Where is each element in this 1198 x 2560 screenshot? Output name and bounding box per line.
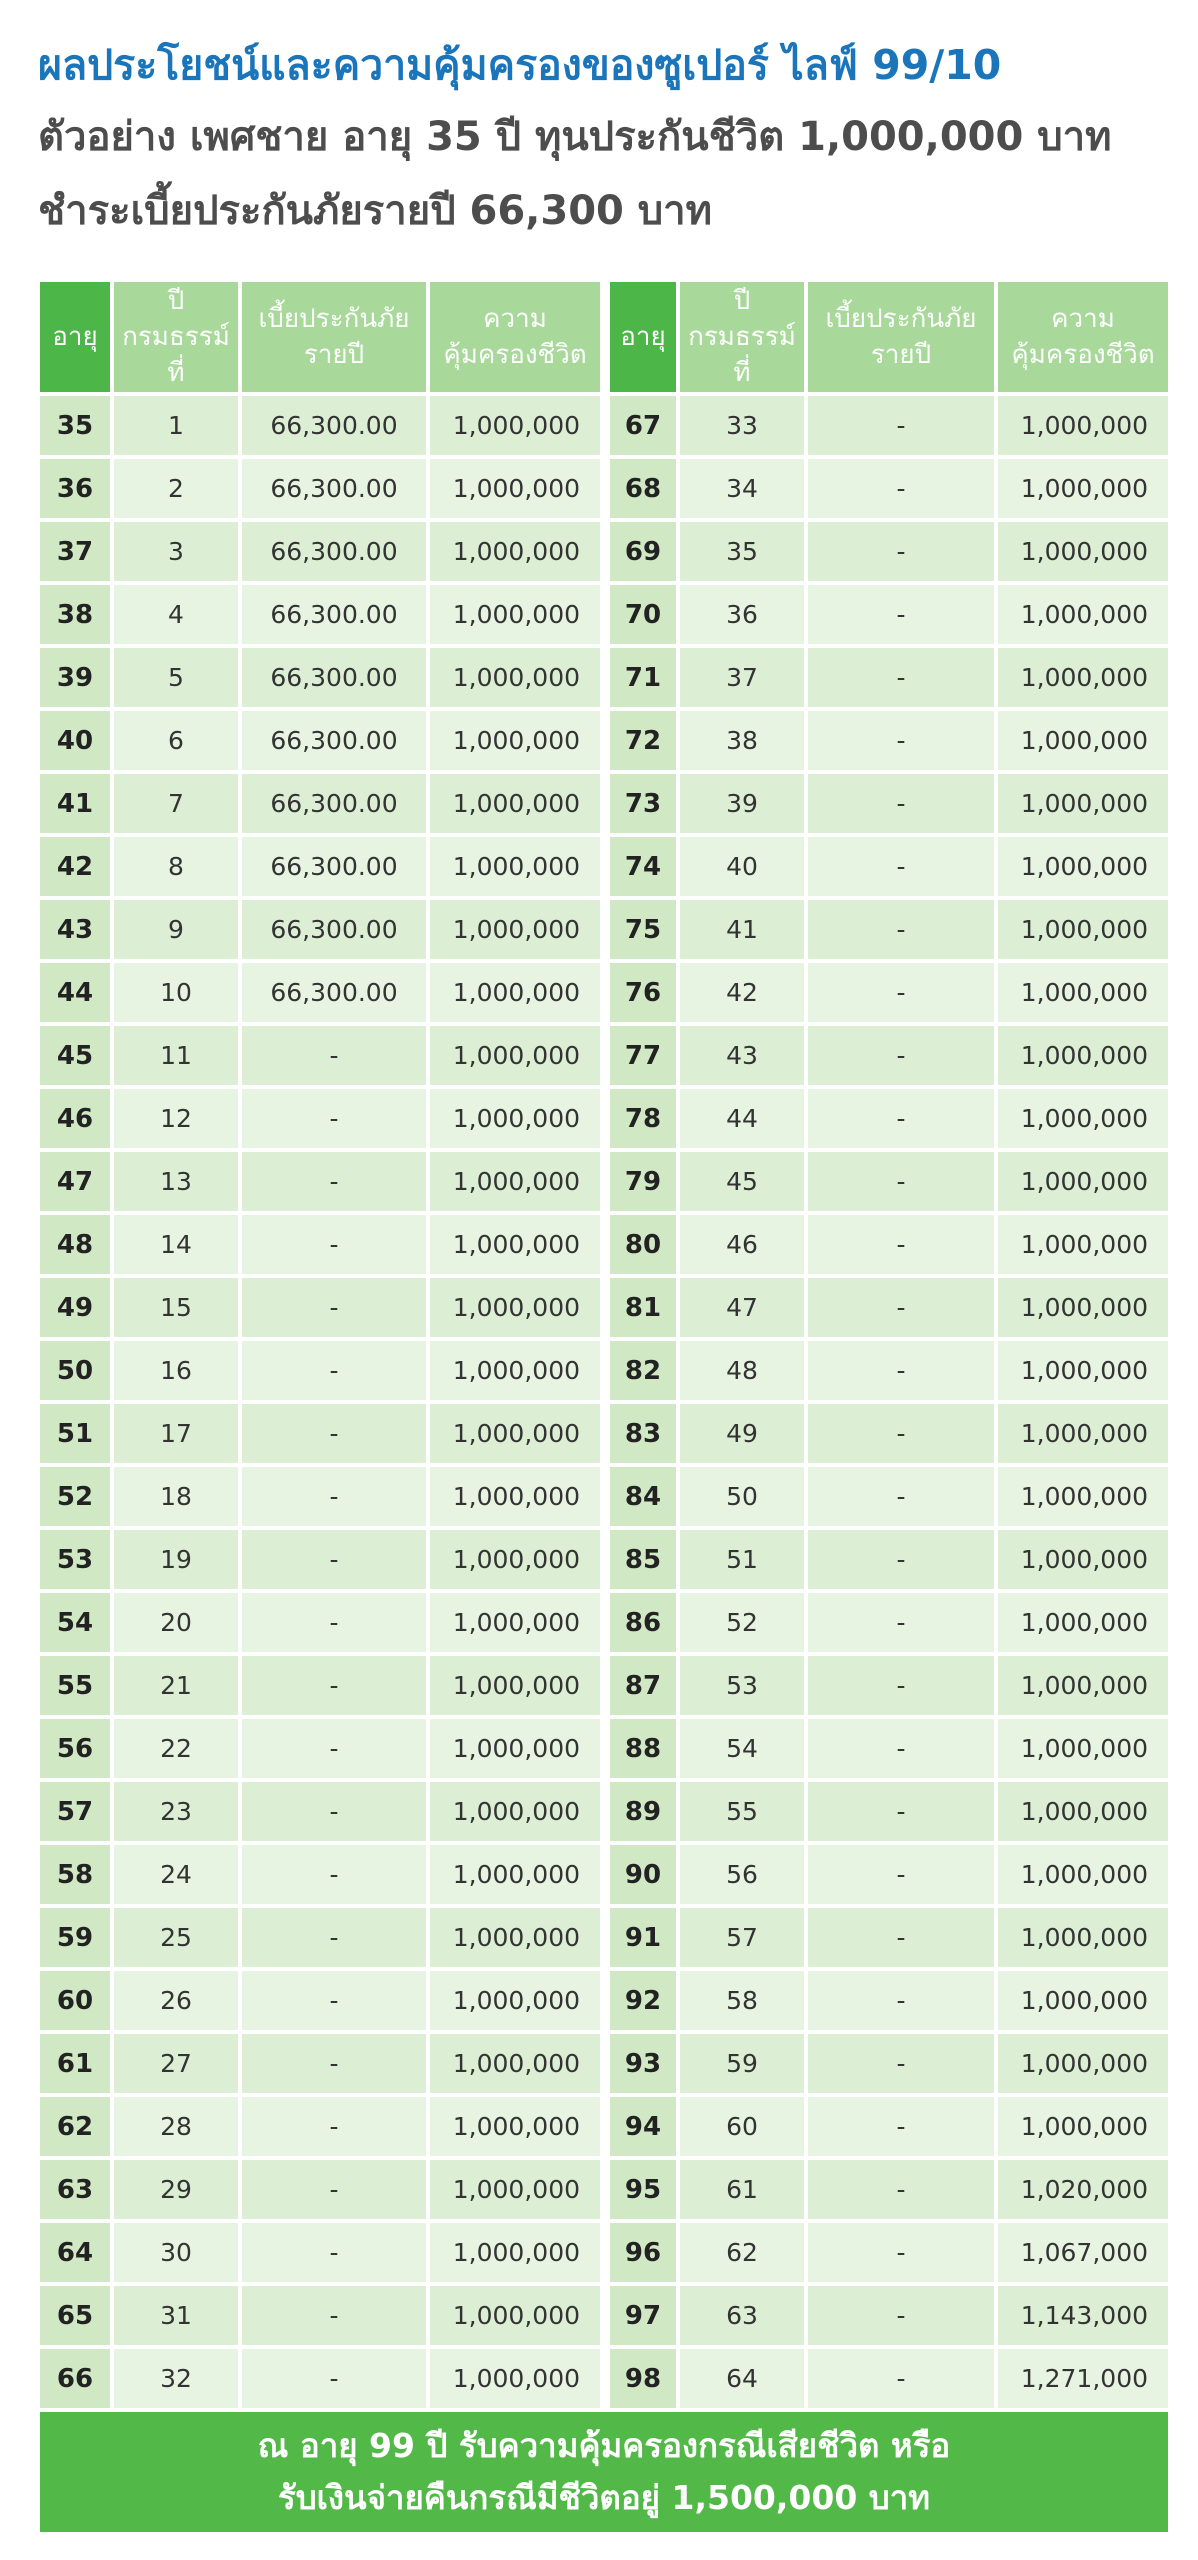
coverage-cell: 1,000,000	[430, 1215, 600, 1274]
age-cell: 44	[40, 963, 110, 1022]
coverage-cell: 1,000,000	[998, 1593, 1168, 1652]
premium-cell: -	[808, 2286, 994, 2345]
page-title: ผลประโยชน์และความคุ้มครองของซูเปอร์ ไลฟ์ 99/10	[38, 41, 1002, 89]
policy-year-cell: 20	[114, 1593, 238, 1652]
age-cell: 79	[610, 1152, 676, 1211]
premium-cell: -	[808, 396, 994, 455]
policy-year-cell: 31	[114, 2286, 238, 2345]
coverage-cell: 1,000,000	[430, 711, 600, 770]
age-cell: 97	[610, 2286, 676, 2345]
coverage-cell: 1,000,000	[998, 1404, 1168, 1463]
coverage-cell: 1,000,000	[998, 648, 1168, 707]
age-cell: 60	[40, 1971, 110, 2030]
age-cell: 78	[610, 1089, 676, 1148]
policy-year-cell: 28	[114, 2097, 238, 2156]
premium-cell: -	[808, 1467, 994, 1526]
policy-year-cell: 58	[680, 1971, 804, 2030]
policy-year-cell: 14	[114, 1215, 238, 1274]
policy-year-cell: 12	[114, 1089, 238, 1148]
coverage-cell: 1,067,000	[998, 2223, 1168, 2282]
policy-year-cell: 37	[680, 648, 804, 707]
premium-cell: -	[808, 1971, 994, 2030]
premium-cell: -	[808, 2097, 994, 2156]
premium-cell: -	[242, 1656, 426, 1715]
policy-year-cell: 41	[680, 900, 804, 959]
premium-cell: -	[808, 711, 994, 770]
age-cell: 92	[610, 1971, 676, 2030]
column-header-premium: เบี้ยประกันภัย รายปี	[808, 282, 994, 392]
policy-year-cell: 46	[680, 1215, 804, 1274]
age-cell: 47	[40, 1152, 110, 1211]
coverage-cell: 1,000,000	[998, 1656, 1168, 1715]
age-cell: 40	[40, 711, 110, 770]
premium-cell: -	[808, 1782, 994, 1841]
premium-cell: -	[808, 459, 994, 518]
policy-year-cell: 59	[680, 2034, 804, 2093]
age-cell: 83	[610, 1404, 676, 1463]
premium-cell: 66,300.00	[242, 522, 426, 581]
premium-cell: -	[242, 2034, 426, 2093]
benefit-table	[40, 282, 1168, 2406]
age-cell: 96	[610, 2223, 676, 2282]
coverage-cell: 1,000,000	[998, 1908, 1168, 1967]
coverage-cell: 1,000,000	[998, 1215, 1168, 1274]
premium-cell: -	[808, 1656, 994, 1715]
premium-cell: 66,300.00	[242, 711, 426, 770]
policy-year-cell: 54	[680, 1719, 804, 1778]
premium-cell: -	[242, 2097, 426, 2156]
policy-year-cell: 2	[114, 459, 238, 518]
policy-year-cell: 48	[680, 1341, 804, 1400]
age-cell: 90	[610, 1845, 676, 1904]
age-cell: 49	[40, 1278, 110, 1337]
coverage-cell: 1,000,000	[998, 1971, 1168, 2030]
coverage-cell: 1,000,000	[998, 2034, 1168, 2093]
age-cell: 69	[610, 522, 676, 581]
coverage-cell: 1,000,000	[430, 774, 600, 833]
column-header-policy-year: ปี กรมธรรม์ที่	[680, 282, 804, 392]
policy-year-cell: 36	[680, 585, 804, 644]
column-header-age: อายุ	[610, 282, 676, 392]
age-cell: 61	[40, 2034, 110, 2093]
coverage-cell: 1,000,000	[430, 2349, 600, 2408]
coverage-cell: 1,000,000	[430, 900, 600, 959]
premium-cell: -	[808, 585, 994, 644]
policy-year-cell: 18	[114, 1467, 238, 1526]
age-cell: 37	[40, 522, 110, 581]
policy-year-cell: 16	[114, 1341, 238, 1400]
age-cell: 67	[610, 396, 676, 455]
policy-year-cell: 32	[114, 2349, 238, 2408]
age-cell: 76	[610, 963, 676, 1022]
coverage-cell: 1,000,000	[998, 774, 1168, 833]
premium-cell: -	[242, 1530, 426, 1589]
age-cell: 89	[610, 1782, 676, 1841]
coverage-cell: 1,000,000	[430, 459, 600, 518]
coverage-cell: 1,000,000	[430, 1026, 600, 1085]
age-cell: 35	[40, 396, 110, 455]
premium-cell: -	[242, 1341, 426, 1400]
policy-year-cell: 35	[680, 522, 804, 581]
age-cell: 87	[610, 1656, 676, 1715]
policy-year-cell: 44	[680, 1089, 804, 1148]
age-cell: 36	[40, 459, 110, 518]
premium-cell: -	[242, 1971, 426, 2030]
policy-year-cell: 10	[114, 963, 238, 1022]
age-cell: 56	[40, 1719, 110, 1778]
premium-cell: 66,300.00	[242, 396, 426, 455]
policy-year-cell: 60	[680, 2097, 804, 2156]
coverage-cell: 1,000,000	[998, 1278, 1168, 1337]
premium-cell: -	[242, 1404, 426, 1463]
premium-cell: -	[242, 1593, 426, 1652]
coverage-cell: 1,271,000	[998, 2349, 1168, 2408]
coverage-cell: 1,000,000	[430, 1782, 600, 1841]
premium-cell: -	[242, 1467, 426, 1526]
coverage-cell: 1,000,000	[998, 1719, 1168, 1778]
age-cell: 65	[40, 2286, 110, 2345]
age-cell: 51	[40, 1404, 110, 1463]
premium-cell: -	[808, 837, 994, 896]
premium-cell: 66,300.00	[242, 900, 426, 959]
policy-year-cell: 45	[680, 1152, 804, 1211]
coverage-cell: 1,000,000	[998, 1152, 1168, 1211]
age-cell: 57	[40, 1782, 110, 1841]
premium-cell: -	[808, 2160, 994, 2219]
age-cell: 46	[40, 1089, 110, 1148]
age-cell: 91	[610, 1908, 676, 1967]
premium-cell: -	[242, 1215, 426, 1274]
coverage-cell: 1,000,000	[430, 1593, 600, 1652]
policy-year-cell: 34	[680, 459, 804, 518]
age-cell: 43	[40, 900, 110, 959]
maturity-benefit-note	[40, 2412, 1168, 2532]
policy-year-cell: 15	[114, 1278, 238, 1337]
policy-year-cell: 53	[680, 1656, 804, 1715]
coverage-cell: 1,000,000	[998, 1530, 1168, 1589]
premium-cell: -	[808, 648, 994, 707]
premium-cell: -	[808, 522, 994, 581]
coverage-cell: 1,000,000	[998, 963, 1168, 1022]
premium-cell: -	[808, 2223, 994, 2282]
premium-cell: -	[808, 774, 994, 833]
table-block-left	[40, 282, 600, 2408]
coverage-cell: 1,000,000	[430, 2034, 600, 2093]
age-cell: 45	[40, 1026, 110, 1085]
premium-cell: 66,300.00	[242, 837, 426, 896]
subtitle-premium: ชำระเบี้ยประกันภัยรายปี 66,300 บาท	[38, 188, 713, 234]
policy-year-cell: 22	[114, 1719, 238, 1778]
age-cell: 72	[610, 711, 676, 770]
coverage-cell: 1,000,000	[998, 396, 1168, 455]
subtitle-example: ตัวอย่าง เพศชาย อายุ 35 ปี ทุนประกันชีวิต 1,000,000 บาท	[38, 114, 1112, 160]
coverage-cell: 1,000,000	[430, 1845, 600, 1904]
coverage-cell: 1,000,000	[430, 1656, 600, 1715]
age-cell: 70	[610, 585, 676, 644]
coverage-cell: 1,000,000	[430, 963, 600, 1022]
premium-cell: -	[808, 1530, 994, 1589]
age-cell: 41	[40, 774, 110, 833]
premium-cell: -	[242, 2223, 426, 2282]
premium-cell: -	[242, 1782, 426, 1841]
age-cell: 39	[40, 648, 110, 707]
premium-cell: -	[242, 1719, 426, 1778]
age-cell: 50	[40, 1341, 110, 1400]
premium-cell: -	[242, 1152, 426, 1211]
premium-cell: -	[808, 1845, 994, 1904]
coverage-cell: 1,000,000	[430, 1719, 600, 1778]
age-cell: 63	[40, 2160, 110, 2219]
policy-year-cell: 8	[114, 837, 238, 896]
policy-year-cell: 47	[680, 1278, 804, 1337]
age-cell: 82	[610, 1341, 676, 1400]
policy-year-cell: 26	[114, 1971, 238, 2030]
policy-year-cell: 4	[114, 585, 238, 644]
age-cell: 98	[610, 2349, 676, 2408]
premium-cell: -	[808, 1719, 994, 1778]
premium-cell: -	[242, 2286, 426, 2345]
coverage-cell: 1,143,000	[998, 2286, 1168, 2345]
age-cell: 66	[40, 2349, 110, 2408]
policy-year-cell: 56	[680, 1845, 804, 1904]
policy-year-cell: 29	[114, 2160, 238, 2219]
policy-year-cell: 52	[680, 1593, 804, 1652]
policy-year-cell: 64	[680, 2349, 804, 2408]
age-cell: 84	[610, 1467, 676, 1526]
policy-year-cell: 57	[680, 1908, 804, 1967]
premium-cell: -	[242, 2349, 426, 2408]
premium-cell: -	[808, 900, 994, 959]
coverage-cell: 1,000,000	[430, 396, 600, 455]
premium-cell: 66,300.00	[242, 774, 426, 833]
coverage-cell: 1,000,000	[998, 1467, 1168, 1526]
policy-year-cell: 33	[680, 396, 804, 455]
policy-year-cell: 63	[680, 2286, 804, 2345]
coverage-cell: 1,020,000	[998, 2160, 1168, 2219]
age-cell: 68	[610, 459, 676, 518]
premium-cell: -	[808, 1908, 994, 1967]
policy-year-cell: 39	[680, 774, 804, 833]
coverage-cell: 1,000,000	[998, 2097, 1168, 2156]
age-cell: 48	[40, 1215, 110, 1274]
age-cell: 80	[610, 1215, 676, 1274]
coverage-cell: 1,000,000	[430, 1404, 600, 1463]
coverage-cell: 1,000,000	[998, 585, 1168, 644]
coverage-cell: 1,000,000	[430, 522, 600, 581]
age-cell: 42	[40, 837, 110, 896]
policy-year-cell: 27	[114, 2034, 238, 2093]
coverage-cell: 1,000,000	[998, 900, 1168, 959]
premium-cell: -	[242, 2160, 426, 2219]
premium-cell: -	[808, 963, 994, 1022]
coverage-cell: 1,000,000	[430, 1971, 600, 2030]
coverage-cell: 1,000,000	[430, 585, 600, 644]
age-cell: 81	[610, 1278, 676, 1337]
policy-year-cell: 50	[680, 1467, 804, 1526]
premium-cell: -	[242, 1845, 426, 1904]
coverage-cell: 1,000,000	[998, 711, 1168, 770]
premium-cell: -	[808, 1089, 994, 1148]
age-cell: 59	[40, 1908, 110, 1967]
coverage-cell: 1,000,000	[430, 2097, 600, 2156]
premium-cell: -	[808, 1404, 994, 1463]
policy-year-cell: 38	[680, 711, 804, 770]
policy-year-cell: 42	[680, 963, 804, 1022]
premium-cell: -	[808, 1593, 994, 1652]
policy-year-cell: 23	[114, 1782, 238, 1841]
coverage-cell: 1,000,000	[998, 1026, 1168, 1085]
premium-cell: -	[808, 1341, 994, 1400]
age-cell: 64	[40, 2223, 110, 2282]
policy-year-cell: 13	[114, 1152, 238, 1211]
premium-cell: -	[808, 1215, 994, 1274]
coverage-cell: 1,000,000	[430, 1530, 600, 1589]
coverage-cell: 1,000,000	[998, 1341, 1168, 1400]
policy-year-cell: 19	[114, 1530, 238, 1589]
premium-cell: 66,300.00	[242, 648, 426, 707]
coverage-cell: 1,000,000	[430, 648, 600, 707]
coverage-cell: 1,000,000	[430, 2160, 600, 2219]
coverage-cell: 1,000,000	[430, 837, 600, 896]
age-cell: 95	[610, 2160, 676, 2219]
column-header-coverage: ความ คุ้มครองชีวิต	[430, 282, 600, 392]
policy-year-cell: 30	[114, 2223, 238, 2282]
policy-year-cell: 62	[680, 2223, 804, 2282]
coverage-cell: 1,000,000	[430, 2223, 600, 2282]
premium-cell: 66,300.00	[242, 963, 426, 1022]
premium-cell: -	[808, 2034, 994, 2093]
maturity-note-line-2: รับเงินจ่ายคืนกรณีมีชีวิตอยู่ 1,500,000 บาท	[277, 2478, 931, 2517]
table-block-right	[610, 282, 1168, 2408]
premium-cell: -	[808, 1152, 994, 1211]
age-cell: 54	[40, 1593, 110, 1652]
policy-year-cell: 40	[680, 837, 804, 896]
premium-cell: -	[808, 1026, 994, 1085]
age-cell: 38	[40, 585, 110, 644]
premium-cell: 66,300.00	[242, 585, 426, 644]
coverage-cell: 1,000,000	[430, 1152, 600, 1211]
coverage-cell: 1,000,000	[430, 2286, 600, 2345]
age-cell: 52	[40, 1467, 110, 1526]
coverage-cell: 1,000,000	[998, 1845, 1168, 1904]
coverage-cell: 1,000,000	[430, 1908, 600, 1967]
maturity-note-line-1: ณ อายุ 99 ปี รับความคุ้มครองกรณีเสียชีวิต หรือ	[257, 2426, 951, 2465]
column-header-age: อายุ	[40, 282, 110, 392]
policy-year-cell: 24	[114, 1845, 238, 1904]
coverage-cell: 1,000,000	[430, 1467, 600, 1526]
age-cell: 94	[610, 2097, 676, 2156]
policy-year-cell: 61	[680, 2160, 804, 2219]
coverage-cell: 1,000,000	[998, 837, 1168, 896]
policy-year-cell: 7	[114, 774, 238, 833]
age-cell: 71	[610, 648, 676, 707]
policy-year-cell: 49	[680, 1404, 804, 1463]
age-cell: 85	[610, 1530, 676, 1589]
premium-cell: -	[242, 1089, 426, 1148]
age-cell: 88	[610, 1719, 676, 1778]
age-cell: 53	[40, 1530, 110, 1589]
policy-year-cell: 51	[680, 1530, 804, 1589]
age-cell: 58	[40, 1845, 110, 1904]
page-header	[38, 30, 1168, 248]
policy-year-cell: 25	[114, 1908, 238, 1967]
premium-cell: -	[808, 2349, 994, 2408]
policy-year-cell: 21	[114, 1656, 238, 1715]
age-cell: 93	[610, 2034, 676, 2093]
age-cell: 62	[40, 2097, 110, 2156]
coverage-cell: 1,000,000	[998, 522, 1168, 581]
policy-year-cell: 43	[680, 1026, 804, 1085]
premium-cell: -	[242, 1908, 426, 1967]
coverage-cell: 1,000,000	[998, 459, 1168, 518]
policy-year-cell: 6	[114, 711, 238, 770]
coverage-cell: 1,000,000	[998, 1089, 1168, 1148]
premium-cell: -	[242, 1278, 426, 1337]
policy-year-cell: 9	[114, 900, 238, 959]
column-header-coverage: ความ คุ้มครองชีวิต	[998, 282, 1168, 392]
age-cell: 75	[610, 900, 676, 959]
age-cell: 86	[610, 1593, 676, 1652]
policy-year-cell: 5	[114, 648, 238, 707]
age-cell: 77	[610, 1026, 676, 1085]
policy-year-cell: 11	[114, 1026, 238, 1085]
column-header-premium: เบี้ยประกันภัย รายปี	[242, 282, 426, 392]
policy-year-cell: 1	[114, 396, 238, 455]
policy-year-cell: 3	[114, 522, 238, 581]
coverage-cell: 1,000,000	[998, 1782, 1168, 1841]
coverage-cell: 1,000,000	[430, 1278, 600, 1337]
age-cell: 55	[40, 1656, 110, 1715]
coverage-cell: 1,000,000	[430, 1089, 600, 1148]
age-cell: 74	[610, 837, 676, 896]
coverage-cell: 1,000,000	[430, 1341, 600, 1400]
premium-cell: -	[808, 1278, 994, 1337]
premium-cell: 66,300.00	[242, 459, 426, 518]
policy-year-cell: 17	[114, 1404, 238, 1463]
premium-cell: -	[242, 1026, 426, 1085]
column-header-policy-year: ปี กรมธรรม์ที่	[114, 282, 238, 392]
age-cell: 73	[610, 774, 676, 833]
policy-year-cell: 55	[680, 1782, 804, 1841]
